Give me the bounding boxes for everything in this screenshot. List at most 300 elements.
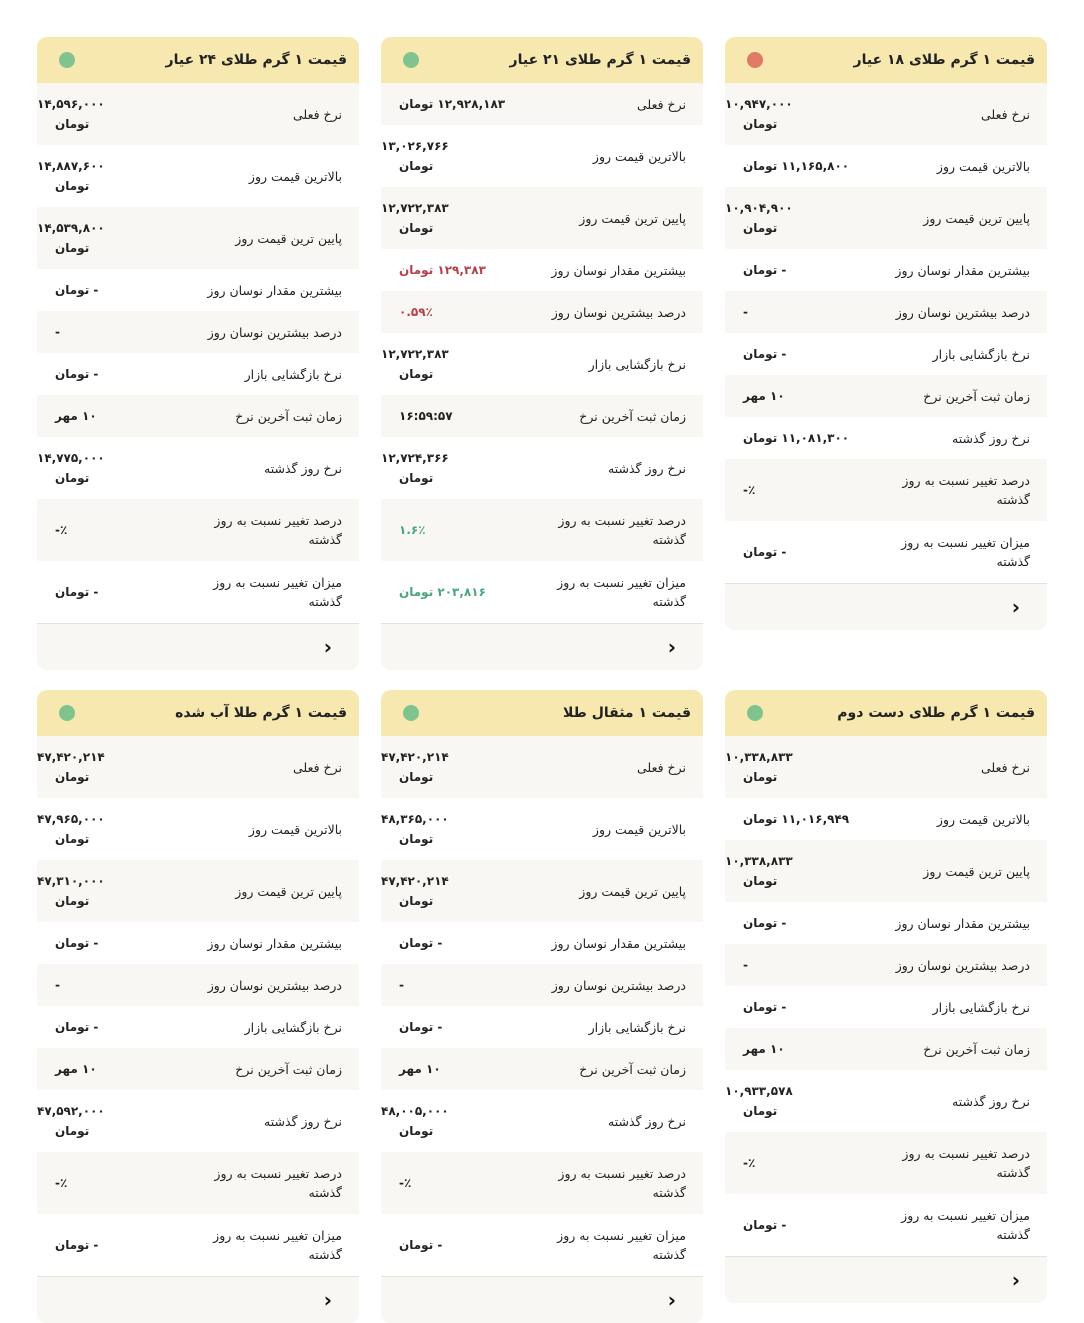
- price-row: [37, 83, 359, 145]
- row-label: بالاترین قیمت روز: [592, 148, 686, 164]
- price-row: [381, 1006, 703, 1048]
- value-unit: تومان: [55, 117, 90, 131]
- row-value: [725, 302, 865, 322]
- price-row: [37, 798, 359, 860]
- row-value: [37, 218, 177, 258]
- price-row: [37, 1152, 359, 1214]
- row-value: [725, 344, 865, 364]
- row-value: [37, 520, 177, 540]
- chevron-left-icon[interactable]: ‹: [667, 1288, 676, 1312]
- row-value: [37, 1173, 177, 1193]
- row-label: زمان ثبت آخرین نرخ: [579, 408, 686, 424]
- price-row: [725, 291, 1047, 333]
- row-value: [37, 94, 177, 134]
- card-footer: [381, 623, 703, 670]
- row-value: [725, 851, 865, 891]
- value-unit: تومان: [55, 179, 90, 193]
- value-number: ۱۰,۳۳۸,۸۳۳: [725, 750, 793, 764]
- value-unit: تومان: [399, 1124, 434, 1138]
- price-row: [725, 986, 1047, 1028]
- row-label: بیشترین مقدار نوسان روز: [551, 935, 686, 951]
- row-label: نرخ فعلی: [981, 106, 1030, 122]
- price-row: [725, 333, 1047, 375]
- row-label: میزان تغییر نسبت به روز گذشته: [557, 1228, 686, 1262]
- row-label: بالاترین قیمت روز: [592, 821, 686, 837]
- price-row: [381, 249, 703, 291]
- value-unit: تومان: [55, 770, 90, 784]
- card-rows: [725, 736, 1047, 1256]
- row-value: [725, 260, 865, 280]
- price-row: [725, 187, 1047, 249]
- row-label: نرخ روز گذشته: [264, 460, 342, 476]
- price-row: [381, 291, 703, 333]
- value-number: ٪-: [55, 1176, 68, 1190]
- price-row: [37, 1214, 359, 1276]
- row-value: [725, 386, 865, 406]
- row-value: [381, 520, 521, 540]
- row-value: [37, 448, 177, 488]
- row-label: پایین ترین قیمت روز: [923, 210, 1030, 226]
- row-label: بیشترین مقدار نوسان روز: [207, 935, 342, 951]
- row-value: [725, 198, 865, 238]
- value-number: ۱۴,۸۸۷,۶۰۰: [37, 159, 105, 173]
- price-card-4: [381, 690, 703, 1323]
- value-number: - تومان: [55, 367, 99, 381]
- row-value: [725, 480, 865, 500]
- card-footer: [381, 1276, 703, 1323]
- row-label: نرخ فعلی: [637, 759, 686, 775]
- value-number: ۱۲,۷۲۴,۳۶۶: [381, 451, 449, 465]
- price-row: [37, 922, 359, 964]
- price-row: [37, 499, 359, 561]
- value-number: ۱۱,۰۸۱,۳۰۰ تومان: [743, 431, 850, 445]
- price-row: [725, 902, 1047, 944]
- row-value: [37, 975, 177, 995]
- value-number: ۱۲,۷۲۲,۳۸۳: [381, 201, 449, 215]
- price-row: [381, 736, 703, 798]
- price-row: [725, 1028, 1047, 1070]
- price-row: [381, 83, 703, 125]
- row-value: [381, 344, 521, 384]
- price-card-3: [725, 690, 1047, 1303]
- value-number: -: [399, 978, 404, 992]
- row-value: [37, 933, 177, 953]
- card-title: قیمت ۱ مثقال طلا: [563, 705, 691, 721]
- row-value: [381, 302, 521, 322]
- row-label: درصد بیشترین نوسان روز: [551, 304, 686, 320]
- row-label: نرخ بازگشایی بازار: [588, 1019, 686, 1035]
- row-value: [381, 975, 521, 995]
- row-label: پایین ترین قیمت روز: [579, 883, 686, 899]
- value-number: -: [55, 978, 60, 992]
- row-value: [381, 94, 521, 114]
- value-number: ۴۷,۹۶۵,۰۰۰: [37, 812, 105, 826]
- value-unit: تومان: [743, 874, 778, 888]
- value-number: ۱.۶٪: [399, 523, 426, 537]
- row-value: [37, 364, 177, 384]
- value-number: ۱۰,۳۳۸,۸۳۳: [725, 854, 793, 868]
- row-label: بالاترین قیمت روز: [936, 811, 1030, 827]
- card-header: [381, 37, 703, 83]
- price-card-0: [725, 37, 1047, 630]
- value-unit: تومان: [743, 1104, 778, 1118]
- value-unit: تومان: [399, 894, 434, 908]
- value-number: ۱۰,۹۳۳,۵۷۸: [725, 1084, 793, 1098]
- row-value: [37, 280, 177, 300]
- value-number: ۴۷,۴۲۰,۲۱۴: [37, 750, 105, 764]
- row-label: بالاترین قیمت روز: [248, 821, 342, 837]
- row-value: [381, 1101, 521, 1141]
- row-label: نرخ روز گذشته: [608, 460, 686, 476]
- price-row: [725, 944, 1047, 986]
- price-row: [37, 1006, 359, 1048]
- price-row: [381, 964, 703, 1006]
- card-title: قیمت ۱ گرم طلای ۲۴ عیار: [165, 52, 347, 68]
- price-row: [381, 798, 703, 860]
- row-value: [37, 406, 177, 426]
- value-number: - تومان: [55, 1020, 99, 1034]
- status-dot-green-icon: [59, 705, 75, 721]
- price-row: [381, 561, 703, 623]
- row-value: [37, 747, 177, 787]
- value-number: ۱۴,۷۷۵,۰۰۰: [37, 451, 105, 465]
- row-label: نرخ روز گذشته: [264, 1113, 342, 1129]
- price-row: [381, 187, 703, 249]
- price-row: [37, 1090, 359, 1152]
- price-row: [37, 353, 359, 395]
- value-number: ۱۳,۰۲۶,۷۶۶: [381, 139, 449, 153]
- card-footer: [37, 623, 359, 670]
- row-label: درصد تغییر نسبت به روز گذشته: [214, 1166, 342, 1200]
- card-rows: [37, 83, 359, 623]
- value-unit: تومان: [399, 159, 434, 173]
- row-value: [381, 933, 521, 953]
- value-unit: تومان: [399, 367, 434, 381]
- row-value: [381, 406, 521, 426]
- chevron-left-icon[interactable]: ‹: [1011, 1268, 1020, 1292]
- price-row: [725, 83, 1047, 145]
- price-row: [725, 375, 1047, 417]
- row-label: زمان ثبت آخرین نرخ: [579, 1061, 686, 1077]
- price-row: [381, 333, 703, 395]
- row-value: [381, 448, 521, 488]
- row-value: [37, 322, 177, 342]
- value-number: ٪-: [55, 523, 68, 537]
- status-dot-green-icon: [403, 705, 419, 721]
- value-number: ۱۴,۵۹۶,۰۰۰: [37, 97, 105, 111]
- value-number: ۱۱,۰۱۶,۹۴۹ تومان: [743, 812, 850, 826]
- value-unit: تومان: [399, 832, 434, 846]
- price-card-5: [37, 690, 359, 1323]
- row-value: [381, 1235, 521, 1255]
- card-title: قیمت ۱ گرم طلای دست دوم: [837, 705, 1035, 721]
- value-unit: تومان: [55, 241, 90, 255]
- value-number: ٪-: [743, 1156, 756, 1170]
- price-row: [37, 964, 359, 1006]
- price-row: [37, 145, 359, 207]
- row-value: [725, 913, 865, 933]
- value-number: ۴۷,۴۲۰,۲۱۴: [381, 750, 449, 764]
- value-number: ٪-: [399, 1176, 412, 1190]
- price-row: [381, 1214, 703, 1276]
- chevron-left-icon[interactable]: ‹: [323, 635, 332, 659]
- row-label: درصد تغییر نسبت به روز گذشته: [558, 513, 686, 547]
- price-row: [725, 840, 1047, 902]
- row-label: پایین ترین قیمت روز: [579, 210, 686, 226]
- row-label: نرخ بازگشایی بازار: [932, 999, 1030, 1015]
- value-number: - تومان: [743, 263, 787, 277]
- price-card-1: [381, 37, 703, 670]
- row-value: [725, 428, 865, 448]
- value-number: ۱۱,۱۶۵,۸۰۰ تومان: [743, 159, 850, 173]
- price-row: [725, 798, 1047, 840]
- price-row: [381, 1152, 703, 1214]
- value-number: ۱۲۹,۳۸۳ تومان: [399, 263, 486, 277]
- value-number: - تومان: [399, 1238, 443, 1252]
- row-label: زمان ثبت آخرین نرخ: [923, 1041, 1030, 1057]
- value-unit: تومان: [55, 894, 90, 908]
- value-unit: تومان: [55, 832, 90, 846]
- value-number: ۱۰ مهر: [743, 1042, 785, 1056]
- value-number: ۴۸,۰۰۵,۰۰۰: [381, 1104, 449, 1118]
- price-row: [725, 1194, 1047, 1256]
- price-row: [37, 736, 359, 798]
- row-value: [725, 1081, 865, 1121]
- row-label: پایین ترین قیمت روز: [235, 230, 342, 246]
- status-dot-red-icon: [747, 52, 763, 68]
- row-label: زمان ثبت آخرین نرخ: [235, 1061, 342, 1077]
- row-value: [381, 809, 521, 849]
- row-value: [725, 1153, 865, 1173]
- price-row: [37, 437, 359, 499]
- row-value: [37, 871, 177, 911]
- row-label: بیشترین مقدار نوسان روز: [551, 262, 686, 278]
- row-label: درصد تغییر نسبت به روز گذشته: [902, 473, 1030, 507]
- row-label: میزان تغییر نسبت به روز گذشته: [213, 575, 342, 609]
- value-number: - تومان: [743, 545, 787, 559]
- row-value: [381, 871, 521, 911]
- row-value: [725, 809, 865, 829]
- row-value: [37, 582, 177, 602]
- value-unit: تومان: [399, 770, 434, 784]
- value-number: ۱۶:۵۹:۵۷: [399, 409, 453, 423]
- value-unit: تومان: [743, 117, 778, 131]
- row-label: پایین ترین قیمت روز: [235, 883, 342, 899]
- value-number: - تومان: [743, 1218, 787, 1232]
- row-value: [37, 1059, 177, 1079]
- row-label: درصد تغییر نسبت به روز گذشته: [558, 1166, 686, 1200]
- row-label: نرخ فعلی: [293, 759, 342, 775]
- row-value: [37, 156, 177, 196]
- status-dot-green-icon: [59, 52, 75, 68]
- price-row: [37, 860, 359, 922]
- card-rows: [381, 736, 703, 1276]
- card-header: [725, 37, 1047, 83]
- row-label: میزان تغییر نسبت به روز گذشته: [901, 535, 1030, 569]
- row-value: [381, 1017, 521, 1037]
- row-value: [37, 809, 177, 849]
- row-label: نرخ بازگشایی بازار: [932, 346, 1030, 362]
- value-number: - تومان: [55, 585, 99, 599]
- row-label: نرخ فعلی: [981, 759, 1030, 775]
- value-unit: تومان: [399, 221, 434, 235]
- row-value: [725, 1039, 865, 1059]
- price-row: [381, 499, 703, 561]
- price-row: [37, 207, 359, 269]
- row-label: نرخ بازگشایی بازار: [244, 366, 342, 382]
- price-row: [381, 860, 703, 922]
- row-value: [725, 955, 865, 975]
- value-number: - تومان: [55, 936, 99, 950]
- price-row: [725, 521, 1047, 583]
- row-label: درصد تغییر نسبت به روز گذشته: [902, 1146, 1030, 1180]
- row-label: نرخ روز گذشته: [608, 1113, 686, 1129]
- row-label: زمان ثبت آخرین نرخ: [923, 388, 1030, 404]
- card-header: [37, 690, 359, 736]
- row-label: درصد بیشترین نوسان روز: [551, 977, 686, 993]
- row-value: [725, 156, 865, 176]
- price-row: [725, 736, 1047, 798]
- row-label: میزان تغییر نسبت به روز گذشته: [213, 1228, 342, 1262]
- status-dot-green-icon: [403, 52, 419, 68]
- row-value: [381, 260, 521, 280]
- card-header: [37, 37, 359, 83]
- card-header: [725, 690, 1047, 736]
- price-row: [381, 1048, 703, 1090]
- value-number: - تومان: [55, 1238, 99, 1252]
- value-number: ۰.۵۹٪: [399, 305, 433, 319]
- value-unit: تومان: [743, 770, 778, 784]
- row-value: [381, 582, 521, 602]
- price-row: [381, 395, 703, 437]
- row-value: [381, 136, 521, 176]
- row-label: نرخ فعلی: [293, 106, 342, 122]
- price-card-2: [37, 37, 359, 670]
- row-label: پایین ترین قیمت روز: [923, 863, 1030, 879]
- value-number: ۱۰ مهر: [743, 389, 785, 403]
- row-label: درصد بیشترین نوسان روز: [207, 977, 342, 993]
- row-label: بیشترین مقدار نوسان روز: [895, 262, 1030, 278]
- card-title: قیمت ۱ گرم طلای ۱۸ عیار: [853, 52, 1035, 68]
- row-label: درصد بیشترین نوسان روز: [895, 304, 1030, 320]
- value-number: - تومان: [743, 1000, 787, 1014]
- row-label: نرخ بازگشایی بازار: [244, 1019, 342, 1035]
- row-label: میزان تغییر نسبت به روز گذشته: [901, 1208, 1030, 1242]
- card-rows: [725, 83, 1047, 583]
- row-label: بالاترین قیمت روز: [936, 158, 1030, 174]
- row-value: [381, 1059, 521, 1079]
- row-label: نرخ روز گذشته: [952, 430, 1030, 446]
- price-row: [37, 311, 359, 353]
- row-label: نرخ فعلی: [637, 96, 686, 112]
- price-row: [381, 1090, 703, 1152]
- row-label: درصد تغییر نسبت به روز گذشته: [214, 513, 342, 547]
- row-label: بیشترین مقدار نوسان روز: [207, 282, 342, 298]
- value-number: ۴۷,۵۹۲,۰۰۰: [37, 1104, 105, 1118]
- row-label: درصد بیشترین نوسان روز: [207, 324, 342, 340]
- price-row: [37, 269, 359, 311]
- row-value: [725, 747, 865, 787]
- card-footer: [725, 583, 1047, 630]
- value-number: ۲۰۳,۸۱۶ تومان: [399, 585, 486, 599]
- card-title: قیمت ۱ گرم طلای ۲۱ عیار: [509, 52, 691, 68]
- value-number: ۱۰ مهر: [55, 1062, 97, 1076]
- row-label: زمان ثبت آخرین نرخ: [235, 408, 342, 424]
- row-value: [381, 198, 521, 238]
- status-dot-green-icon: [747, 705, 763, 721]
- value-number: ۱۴,۵۳۹,۸۰۰: [37, 221, 105, 235]
- row-value: [381, 747, 521, 787]
- card-rows: [381, 83, 703, 623]
- value-number: -: [55, 325, 60, 339]
- card-title: قیمت ۱ گرم طلا آب شده: [175, 705, 347, 721]
- value-number: ۴۷,۴۲۰,۲۱۴: [381, 874, 449, 888]
- chevron-left-icon[interactable]: ‹: [667, 635, 676, 659]
- row-label: نرخ بازگشایی بازار: [588, 356, 686, 372]
- row-value: [381, 1173, 521, 1193]
- value-unit: تومان: [743, 221, 778, 235]
- row-label: درصد بیشترین نوسان روز: [895, 957, 1030, 973]
- value-unit: تومان: [55, 1124, 90, 1138]
- price-row: [725, 145, 1047, 187]
- card-footer: [37, 1276, 359, 1323]
- price-row: [725, 1132, 1047, 1194]
- value-number: ۱۰ مهر: [399, 1062, 441, 1076]
- row-value: [725, 997, 865, 1017]
- price-row: [725, 459, 1047, 521]
- value-number: ۴۸,۳۶۵,۰۰۰: [381, 812, 449, 826]
- value-unit: تومان: [399, 471, 434, 485]
- value-number: ۱۲,۷۲۲,۳۸۳: [381, 347, 449, 361]
- row-value: [725, 542, 865, 562]
- value-unit: تومان: [55, 471, 90, 485]
- row-value: [37, 1101, 177, 1141]
- price-row: [381, 125, 703, 187]
- value-number: - تومان: [399, 1020, 443, 1034]
- card-rows: [37, 736, 359, 1276]
- card-header: [381, 690, 703, 736]
- value-number: ٪-: [743, 483, 756, 497]
- value-number: -: [743, 958, 748, 972]
- value-number: -: [743, 305, 748, 319]
- price-row: [725, 417, 1047, 459]
- row-value: [37, 1017, 177, 1037]
- value-number: - تومان: [743, 347, 787, 361]
- value-number: - تومان: [399, 936, 443, 950]
- chevron-left-icon[interactable]: ‹: [1011, 595, 1020, 619]
- value-number: ۱۰ مهر: [55, 409, 97, 423]
- price-row: [37, 395, 359, 437]
- row-value: [725, 1215, 865, 1235]
- row-label: میزان تغییر نسبت به روز گذشته: [557, 575, 686, 609]
- row-value: [37, 1235, 177, 1255]
- price-row: [725, 249, 1047, 291]
- value-number: - تومان: [55, 283, 99, 297]
- row-label: بالاترین قیمت روز: [248, 168, 342, 184]
- value-number: - تومان: [743, 916, 787, 930]
- price-row: [37, 561, 359, 623]
- price-row: [37, 1048, 359, 1090]
- row-label: بیشترین مقدار نوسان روز: [895, 915, 1030, 931]
- price-row: [725, 1070, 1047, 1132]
- value-number: ۴۷,۳۱۰,۰۰۰: [37, 874, 105, 888]
- value-number: ۱۰,۹۴۷,۰۰۰: [725, 97, 793, 111]
- price-row: [381, 922, 703, 964]
- price-row: [381, 437, 703, 499]
- chevron-left-icon[interactable]: ‹: [323, 1288, 332, 1312]
- row-label: نرخ روز گذشته: [952, 1093, 1030, 1109]
- value-number: ۱۰,۹۰۴,۹۰۰: [725, 201, 793, 215]
